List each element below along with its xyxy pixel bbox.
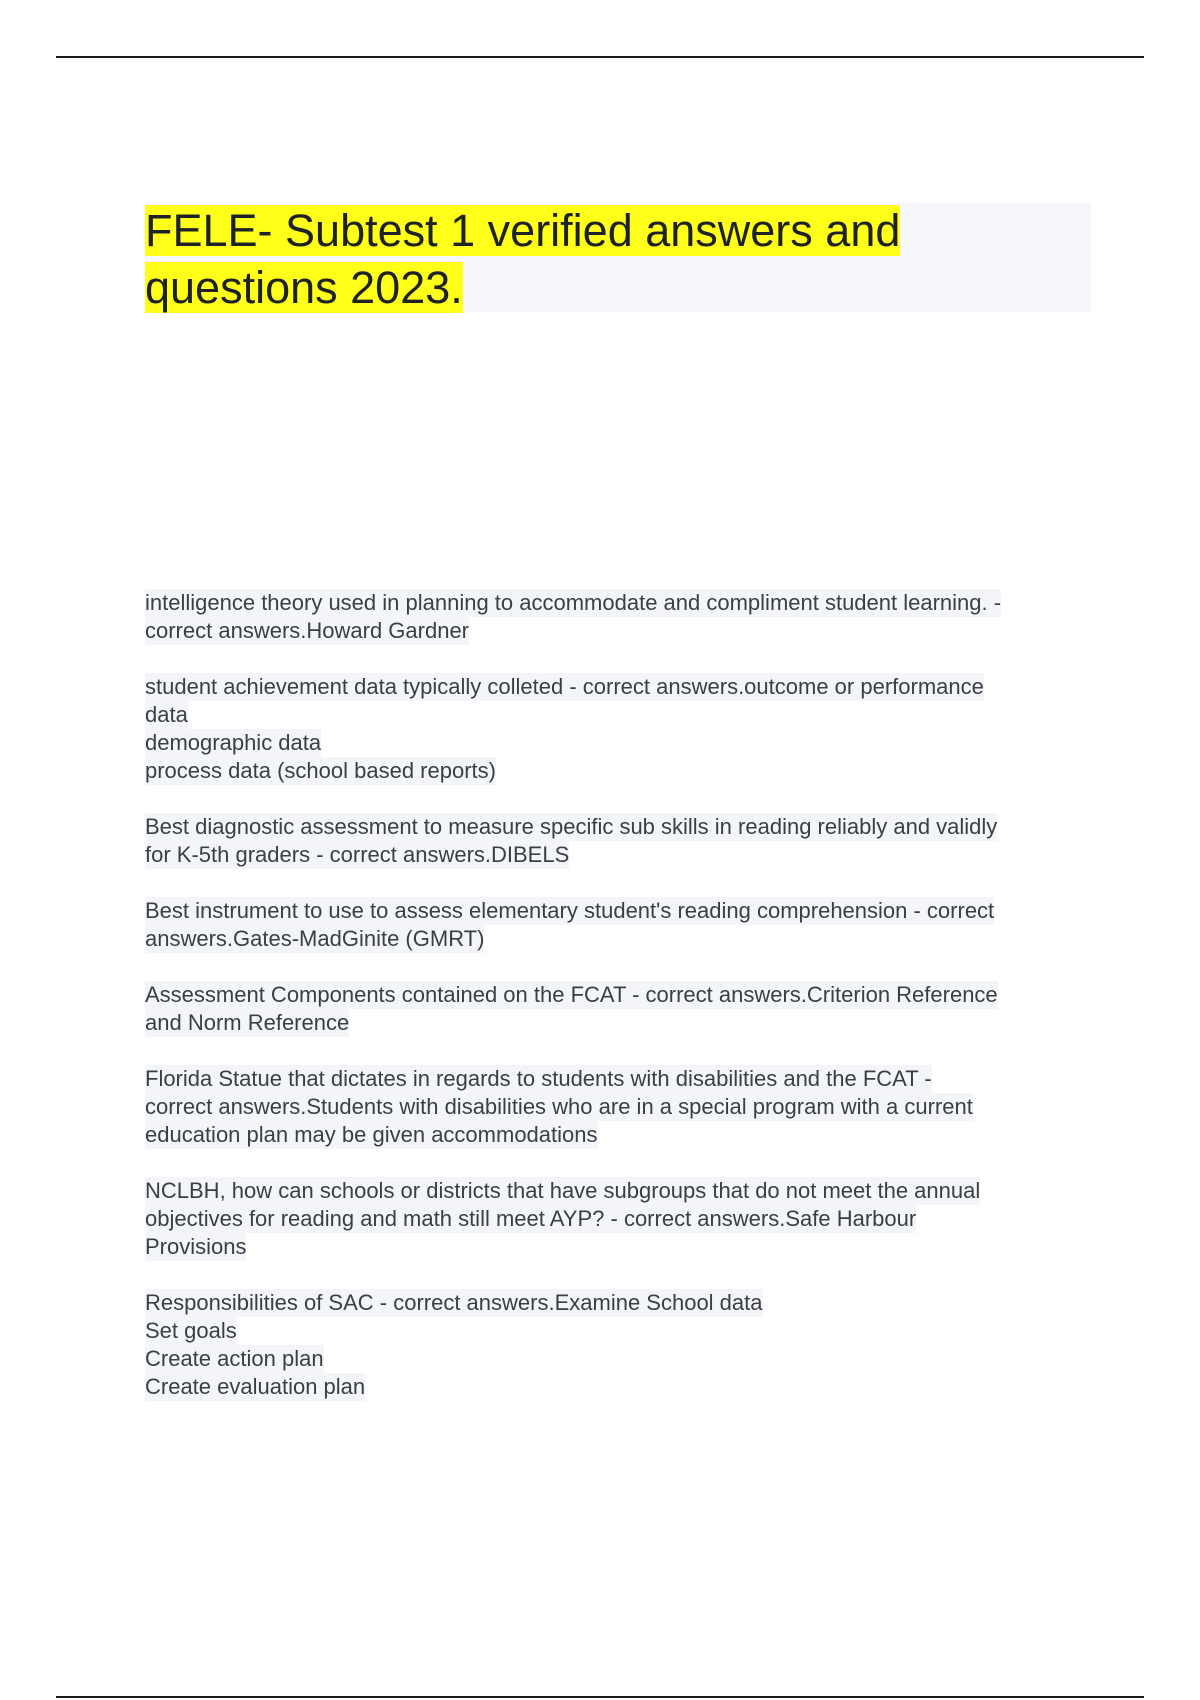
qa-entry-2 <box>145 673 1095 785</box>
qa-line: Create action plan <box>145 1346 324 1371</box>
qa-line: process data (school based reports) <box>145 758 496 783</box>
qa-line: correct answers.Students with disabilities who are in a special program with a current <box>145 1094 973 1119</box>
qa-line: answers.Gates-MadGinite (GMRT) <box>145 926 485 951</box>
qa-line: Provisions <box>145 1234 247 1259</box>
qa-line: correct answers.Howard Gardner <box>145 618 470 643</box>
qa-entry-3 <box>145 813 1095 869</box>
qa-line: Responsibilities of SAC - correct answers.Examine School data <box>145 1290 763 1315</box>
qa-entry-1 <box>145 589 1095 645</box>
qa-line: Assessment Components contained on the FCAT - correct answers.Criterion Reference <box>145 982 998 1007</box>
qa-line: Create evaluation plan <box>145 1374 366 1399</box>
qa-entry-7 <box>145 1177 1095 1261</box>
qa-line: for K-5th graders - correct answers.DIBELS <box>145 842 570 867</box>
qa-line: objectives for reading and math still meet AYP? - correct answers.Safe Harbour <box>145 1206 917 1231</box>
qa-entry-4 <box>145 897 1095 953</box>
qa-line: Best instrument to use to assess elementary student's reading comprehension - correct <box>145 898 995 923</box>
document-title <box>145 202 1091 316</box>
qa-line: student achievement data typically colleted - correct answers.outcome or performance <box>145 674 984 699</box>
qa-line: education plan may be given accommodations <box>145 1122 598 1147</box>
qa-line: Best diagnostic assessment to measure specific sub skills in reading reliably and validly <box>145 814 998 839</box>
bottom-divider <box>56 1696 1144 1698</box>
qa-line: demographic data <box>145 730 322 755</box>
qa-line: and Norm Reference <box>145 1010 350 1035</box>
qa-entry-6 <box>145 1065 1095 1149</box>
qa-line: intelligence theory used in planning to accommodate and compliment student learning. - <box>145 590 1002 615</box>
qa-line: Set goals <box>145 1318 237 1343</box>
qa-list <box>145 589 1095 1429</box>
qa-line: data <box>145 702 188 727</box>
title-highlight: FELE- Subtest 1 verified answers and questions 2023. <box>145 205 901 313</box>
qa-entry-8 <box>145 1289 1095 1401</box>
qa-line: NCLBH, how can schools or districts that have subgroups that do not meet the annual <box>145 1178 981 1203</box>
qa-line: Florida Statue that dictates in regards to students with disabilities and the FCAT - <box>145 1066 932 1091</box>
qa-entry-5 <box>145 981 1095 1037</box>
title-block <box>145 202 1091 312</box>
top-divider <box>56 56 1144 58</box>
